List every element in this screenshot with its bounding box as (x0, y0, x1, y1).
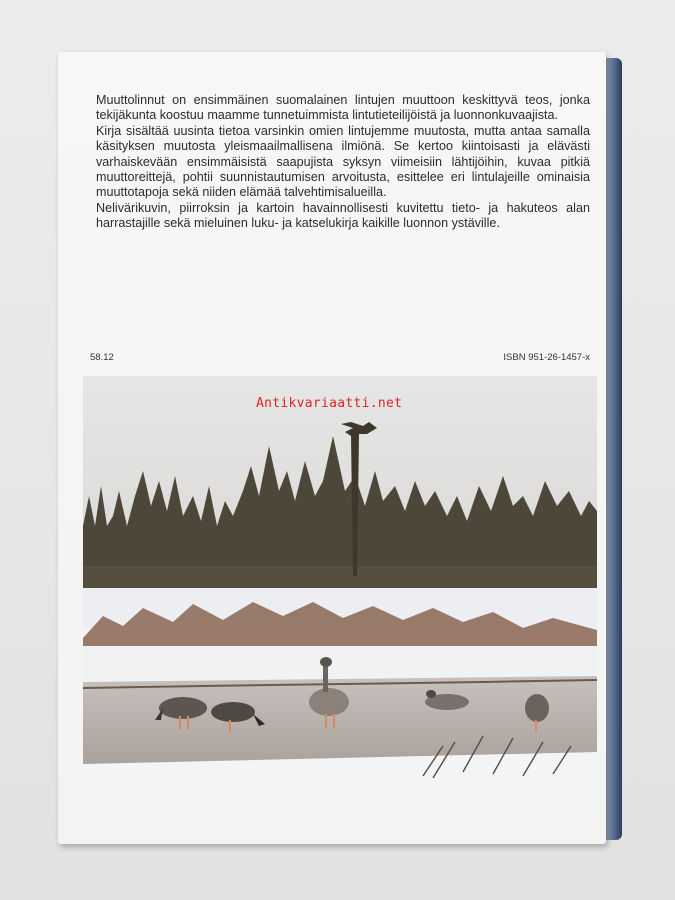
watermark-text: Antikvariaatti.net (256, 396, 403, 411)
back-cover-blurb (96, 93, 590, 232)
blurb-paragraph-2: Kirja sisältää uusinta tietoa varsinkin omien lintujemme muutosta, mutta antaa samalla käsityksen muutosta yleismaailmallisena ilmiönä. Se kertoo kiintoisasti ja elävästi varhaiskevään ensimmäisistä saapujista syksyn viimeisiin lähtijöihin, kuvaa pitkiä muuttoreittejä, pohtii suunnistautumisen arvoitusta, esittelee eri lintulajeille ominaisia muuttotapoja sekä niiden elämää talvehtimisalueilla. (96, 123, 590, 200)
blurb-paragraph-3: Nelivärikuvin, piirroksin ja kartoin havainnollisesti kuvitettu tieto- ja hakuteos alan harrastajille sekä mieluinen luku- ja katselukirja kaikille luonnon ystäville. (96, 200, 590, 231)
cover-photo-geese (83, 376, 597, 808)
isbn-number: ISBN 951-26-1457-x (503, 352, 590, 363)
meltwater-pool (83, 676, 597, 766)
classification-code: 58.12 (90, 352, 114, 363)
blurb-paragraph-1: Muuttolinnut on ensimmäinen suomalainen lintujen muuttoon keskittyvä teos, jonka tekijäkunta koostuu maamme tunnetuimmista lintutieteilijöistä ja luonnonkuvaajista. (96, 93, 590, 123)
photo-illustration (83, 376, 597, 808)
